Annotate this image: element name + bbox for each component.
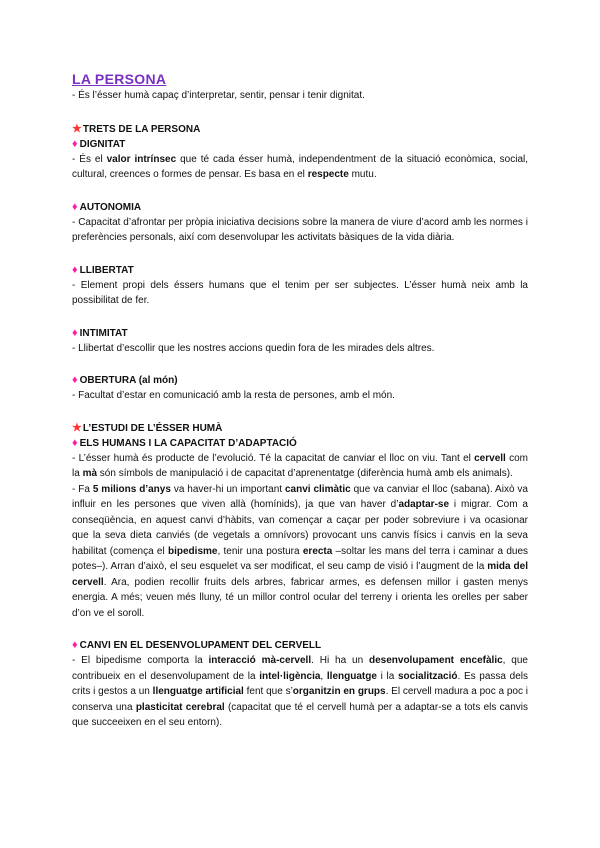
subheading-canvi-cervell: [72, 638, 528, 653]
paragraph-humans-1: - L’ésser humà és producte de l’evolució. Té la capacitat de canviar el lloc on viu. Tant el cervell com la mà són símbols de manipulació i de capacitat d’aprenentatge (diferència humà amb els animals).: [72, 452, 528, 479]
star-icon: ★: [72, 421, 82, 434]
diamond-bullet-icon: ♦: [72, 137, 78, 150]
diamond-bullet-icon: ♦: [72, 326, 78, 339]
section-heading-estudi: [72, 421, 528, 436]
paragraph-autonomia: - Capacitat d’afrontar per pròpia iniciativa decisions sobre la manera de viure d’acord amb les normes i preferències personals, així com desenvolupar les activitats bàsiques de la vida diària.: [72, 216, 528, 243]
diamond-bullet-icon: ♦: [72, 263, 78, 276]
subheading-intimitat: [72, 326, 528, 341]
star-icon: ★: [72, 122, 82, 135]
paragraph-llibertat: - Element propi dels éssers humans que el tenim per ser subjectes. L’ésser humà neix amb la possibilitat de fer.: [72, 279, 528, 306]
subheading-obertura: [72, 373, 528, 388]
page-title: LA PERSONA: [72, 71, 167, 87]
subheading-dignitat: [72, 137, 528, 152]
diamond-bullet-icon: ♦: [72, 200, 78, 213]
subheading-label: INTIMITAT: [79, 327, 128, 339]
paragraph-obertura: - Facultat d’estar en comunicació amb la resta de persones, amb el món.: [72, 390, 395, 401]
diamond-bullet-icon: ♦: [72, 374, 78, 386]
intro-text: - És l’ésser humà capaç d’interpretar, sentir, pensar i tenir dignitat.: [72, 90, 365, 101]
section-heading-label: TRETS DE LA PERSONA: [82, 123, 201, 135]
paragraph-humans-2: - Fa 5 milions d’anys va haver-hi un important canvi climàtic que va canviar el lloc (sabana). Això va influir en les persones que viven allà (homínids), ja que van haver d’adaptar-se i migrar. Com a conseqüència, en aquest canvi d’hàbits, van començar a caçar per poder sobreviure i va ocasionar que la seva dieta canviés (de vegetals a omnívors) provocant uns canvis físics i canvis en la seva habilitat (comença el bipedisme, tenir una postura erecta –soltar les mans del terra i caminar a dues potes–). Arran d’això, el seu esquelet va ser modificat, el seu camp de visió i l’augment de la mida del cervell. Ara, podien recollir fruits dels arbres, fabricar armes, es defensen millor i gasten menys energia. A més; veuen més lluny, té un millor control ocular del terreny i orienta les orelles per saber d’on ve el soroll.: [72, 483, 529, 619]
subheading-label: OBERTURA (al món): [79, 375, 178, 386]
document-body: [72, 70, 528, 731]
paragraph-dignitat: - És el valor intrínsec que té cada ésser humà, independentment de la situació econòmica, social, cultural, creences o formes de pensar. Es basa en el respecte mutu.: [72, 153, 529, 180]
subheading-label: DIGNITAT: [79, 138, 126, 150]
paragraph-intimitat: - Llibertat d’escollir que les nostres accions quedin fora de les mirades dels altres.: [72, 342, 435, 354]
subheading-llibertat: [72, 263, 528, 278]
subheading-humans-adaptacio: [72, 436, 528, 451]
section-heading-label: L’ESTUDI DE L’ÉSSER HUMÀ: [82, 422, 223, 434]
diamond-bullet-icon: ♦: [72, 639, 78, 651]
subheading-autonomia: [72, 200, 528, 215]
subheading-label: AUTONOMIA: [79, 201, 142, 213]
section-heading-trets: [72, 122, 528, 137]
paragraph-canvi-cervell: - El bipedisme comporta la interacció mà-cervell. Hi ha un desenvolupament encefàlic, que contribueix en el desenvolupament de la intel·ligència, llenguatge i la socialització. Es passa dels crits i gestos a un llenguatge artificial fent que s’organitzin en grups. El cervell madura a poc a poc i conserva una plasticitat cerebral (capacitat que té el cervell humà per a adaptar-se a tots els canvis que succeeixen en el seu entorn).: [72, 655, 529, 728]
diamond-bullet-icon: ♦: [72, 436, 78, 449]
subheading-label: ELS HUMANS I LA CAPACITAT D’ADAPTACIÓ: [79, 437, 297, 449]
subheading-label: LLIBERTAT: [79, 264, 134, 276]
subheading-label: CANVI EN EL DESENVOLUPAMENT DEL CERVELL: [79, 640, 322, 651]
